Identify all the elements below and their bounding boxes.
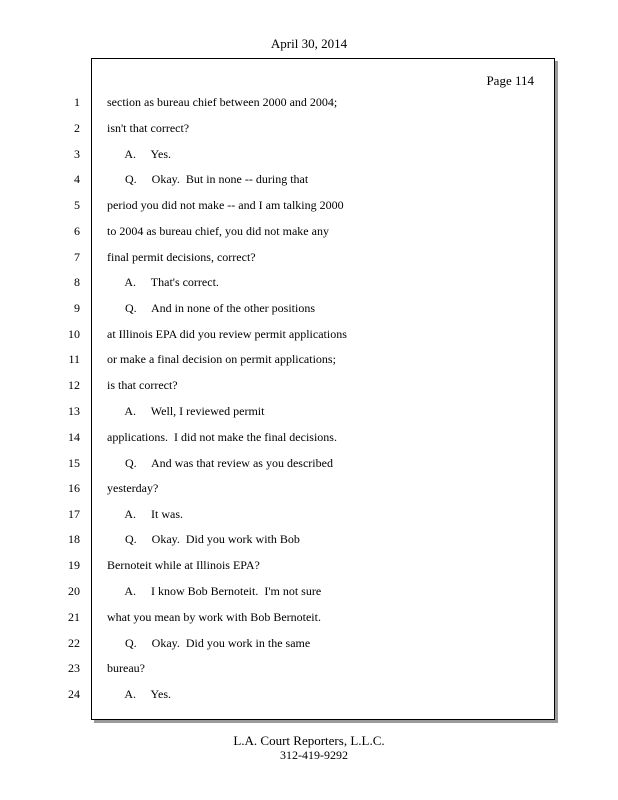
transcript-line: Q. Okay. But in none -- during that <box>107 172 309 186</box>
line-number: 21 <box>68 610 80 624</box>
transcript-line: A. Yes. <box>107 147 172 161</box>
line-number: 22 <box>68 636 80 650</box>
line-number: 24 <box>68 687 80 701</box>
transcript-line: is that correct? <box>107 378 178 392</box>
transcript-line: yesterday? <box>107 481 159 495</box>
transcript-line: period you did not make -- and I am talking 2000 <box>107 198 344 212</box>
transcript-line: A. That's correct. <box>107 275 219 289</box>
transcript-line: section as bureau chief between 2000 and 2004; <box>107 95 338 109</box>
transcript-line: or make a final decision on permit applications; <box>107 352 336 366</box>
transcript-line: A. It was. <box>107 507 183 521</box>
transcript-line: isn't that correct? <box>107 121 190 135</box>
line-number: 10 <box>68 327 80 341</box>
line-number: 16 <box>68 481 80 495</box>
transcript-line: Q. And was that review as you described <box>107 456 333 470</box>
line-number: 15 <box>68 456 80 470</box>
line-number: 8 <box>74 275 80 289</box>
line-number: 23 <box>68 661 80 675</box>
transcript-line: at Illinois EPA did you review permit applications <box>107 327 347 341</box>
header-date: April 30, 2014 <box>270 36 348 51</box>
line-number: 3 <box>74 147 80 161</box>
transcript-line: Q. And in none of the other positions <box>107 301 315 315</box>
line-number: 5 <box>74 198 80 212</box>
line-number: 14 <box>68 430 80 444</box>
page-number: Page 114 <box>486 73 534 88</box>
line-number: 4 <box>74 172 80 186</box>
line-number: 18 <box>68 532 80 546</box>
line-number: 6 <box>74 224 80 238</box>
line-number: 20 <box>68 584 80 598</box>
line-number: 11 <box>68 352 80 366</box>
transcript-line: applications. I did not make the final decisions. <box>107 430 337 444</box>
line-number: 12 <box>68 378 80 392</box>
footer-phone: 312-419-9292 <box>280 748 348 762</box>
transcript-line: what you mean by work with Bob Bernoteit. <box>107 610 321 624</box>
footer-company: L.A. Court Reporters, L.L.C. <box>233 733 385 748</box>
line-number: 17 <box>68 507 80 521</box>
transcript-line: A. Well, I reviewed permit <box>107 404 265 418</box>
transcript-line: to 2004 as bureau chief, you did not make any <box>107 224 329 238</box>
line-number: 7 <box>74 250 80 264</box>
line-number: 9 <box>74 301 80 315</box>
line-number: 1 <box>74 95 80 109</box>
line-number: 2 <box>74 121 80 135</box>
transcript-line: Bernoteit while at Illinois EPA? <box>107 558 260 572</box>
line-number: 13 <box>68 404 80 418</box>
line-number: 19 <box>68 558 80 572</box>
transcript-line: A. I know Bob Bernoteit. I'm not sure <box>107 584 322 598</box>
transcript-line: Q. Okay. Did you work with Bob <box>107 532 300 546</box>
transcript-line: Q. Okay. Did you work in the same <box>107 636 311 650</box>
transcript-line: final permit decisions, correct? <box>107 250 256 264</box>
transcript-line: A. Yes. <box>107 687 172 701</box>
transcript-line: bureau? <box>107 661 145 675</box>
